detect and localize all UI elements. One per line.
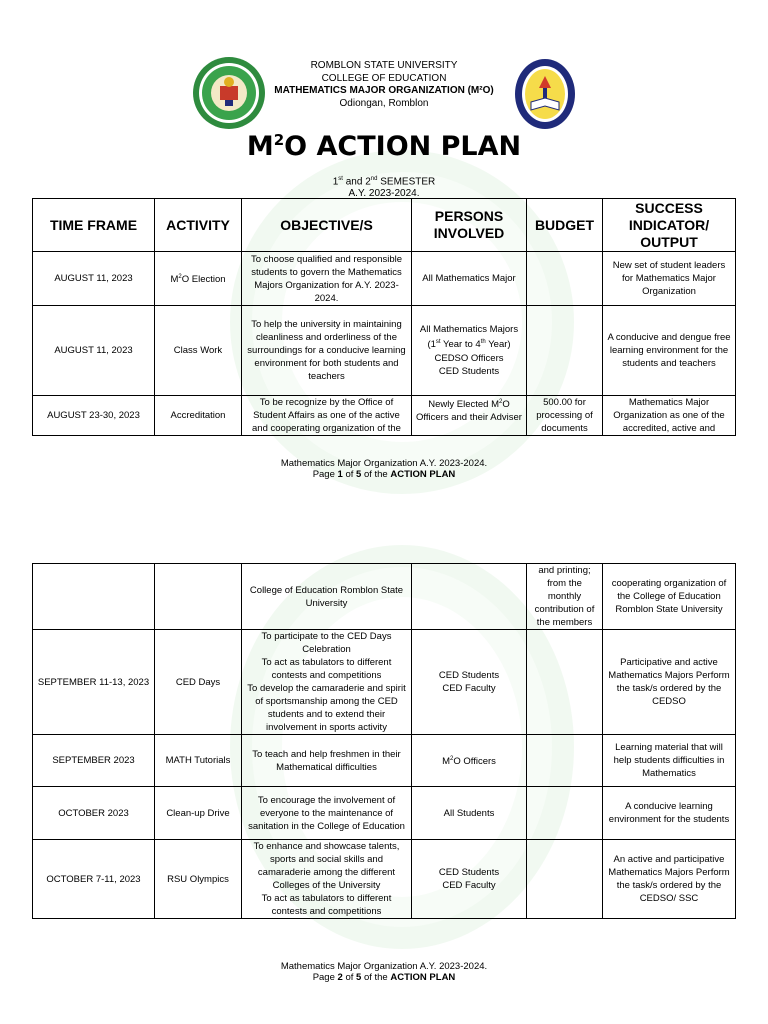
persons-cell xyxy=(412,630,527,735)
header-text-block xyxy=(270,60,498,110)
page-footer xyxy=(0,961,768,983)
persons-line: CEDSO Officers xyxy=(434,352,504,364)
persons-text: Newly Elected M xyxy=(428,399,499,411)
footer-page-line xyxy=(0,469,768,480)
table-row xyxy=(33,306,736,396)
activity-text: M xyxy=(170,274,179,286)
success-cell: Learning material that will help students difficulties in Mathematics xyxy=(603,735,736,787)
persons-text: O Officers xyxy=(453,756,496,768)
activity-sup: 2 xyxy=(178,273,182,280)
table-row xyxy=(33,840,736,919)
objective-cell xyxy=(242,630,412,735)
footer-text: of the xyxy=(361,972,391,983)
objective-line: To act as tabulators to different contests and competitions xyxy=(261,657,392,681)
budget-cell xyxy=(527,630,603,735)
objective-line: To participate to the CED Days Celebration xyxy=(261,631,392,655)
semester-word: SEMESTER xyxy=(377,176,436,188)
footer-text: Page xyxy=(312,469,338,480)
table-row xyxy=(33,630,736,735)
footer-page-number: 2 xyxy=(337,972,343,983)
title-prefix: M xyxy=(246,131,274,162)
persons-line: CED Faculty xyxy=(442,880,496,891)
page-footer xyxy=(0,458,768,480)
persons-text: O Officers and their Adviser xyxy=(416,399,522,424)
time-frame-cell xyxy=(33,564,155,630)
objective-cell: To help the university in maintaining cleanliness and orderliness of the surroundings for a conducive learning environment for both students and teachers xyxy=(242,306,412,396)
persons-cell xyxy=(412,564,527,630)
academic-year: A.Y. 2023-2024. xyxy=(348,188,420,200)
time-frame-cell: AUGUST 23-30, 2023 xyxy=(33,396,155,436)
college-education-logo xyxy=(514,58,576,130)
persons-cell: All Mathematics Major xyxy=(412,252,527,306)
activity-cell: RSU Olympics xyxy=(155,840,242,919)
footer-text: of xyxy=(342,972,357,983)
action-plan-table-page1 xyxy=(32,198,736,436)
semester-second: and 2 xyxy=(342,176,371,188)
table-row xyxy=(33,252,736,306)
persons-sup: st xyxy=(435,339,441,346)
activity-cell: Class Work xyxy=(155,306,242,396)
col-persons-involved: PERSONS INVOLVED xyxy=(412,199,527,252)
time-frame-cell: SEPTEMBER 2023 xyxy=(33,735,155,787)
persons-cell xyxy=(412,396,527,436)
success-cell: A conducive and dengue free learning environment for the students and teachers xyxy=(603,306,736,396)
persons-line: All Mathematics Majors xyxy=(419,324,519,336)
budget-cell xyxy=(527,735,603,787)
university-seal-logo xyxy=(192,56,266,130)
organization-name: MATHEMATICS MAJOR ORGANIZATION (M²O) xyxy=(274,85,494,96)
page-title xyxy=(0,131,768,162)
persons-sup: 2 xyxy=(499,399,503,405)
budget-cell xyxy=(527,787,603,840)
success-cell: cooperating organization of the College of Education Romblon State University xyxy=(603,564,736,630)
persons-line: CED Faculty xyxy=(442,683,496,694)
semester-second-sup: nd xyxy=(370,176,378,182)
objective-line: To enhance and showcase talents, sports and social skills and camaraderie among the different Colleges of the University xyxy=(253,841,400,891)
footer-doc-name: ACTION PLAN xyxy=(390,972,456,983)
persons-line: CED Students xyxy=(438,365,500,377)
table-row xyxy=(33,735,736,787)
persons-cell: All Students xyxy=(412,787,527,840)
time-frame-cell: SEPTEMBER 11-13, 2023 xyxy=(33,630,155,735)
activity-cell xyxy=(155,564,242,630)
activity-cell: CED Days xyxy=(155,630,242,735)
persons-line xyxy=(416,336,522,351)
success-cell: Participative and active Mathematics Majors Perform the task/s ordered by the CEDSO xyxy=(603,630,736,735)
table-row xyxy=(33,564,736,630)
activity-text: O Election xyxy=(181,274,226,286)
footer-org-line: Mathematics Major Organization A.Y. 2023-2024. xyxy=(280,961,488,972)
footer-page-total: 5 xyxy=(356,972,362,983)
objective-cell: To encourage the involvement of everyone to the maintenance of sanitation in the College of Education xyxy=(242,787,412,840)
persons-text: M xyxy=(442,756,450,768)
persons-text: Year) xyxy=(485,339,511,351)
footer-page-line xyxy=(0,972,768,983)
persons-text: (1 xyxy=(427,339,436,351)
semester-line xyxy=(0,173,768,188)
objective-cell xyxy=(242,840,412,919)
objective-cell: To be recognize by the Office of Student Affairs as one of the active and cooperating organization of the xyxy=(242,396,412,436)
persons-sup: th xyxy=(480,339,486,346)
col-objectives: OBJECTIVE/S xyxy=(242,199,412,252)
objective-line: To develop the camaraderie and spirit of sportsmanship among the CED students and to extend their involvement in sports activity xyxy=(247,683,406,733)
persons-line: CED Students xyxy=(438,670,500,681)
action-plan-table-page2 xyxy=(32,563,736,919)
persons-cell xyxy=(412,306,527,396)
footer-text: Page xyxy=(312,972,338,983)
col-success-indicator: SUCCESS INDICATOR/ OUTPUT xyxy=(603,199,736,252)
budget-cell xyxy=(527,306,603,396)
semester-first: 1 xyxy=(332,176,339,188)
persons-sup: 2 xyxy=(449,755,454,762)
college-name: COLLEGE OF EDUCATION xyxy=(321,72,447,84)
time-frame-cell: OCTOBER 7-11, 2023 xyxy=(33,840,155,919)
persons-cell xyxy=(412,840,527,919)
activity-cell: Clean-up Drive xyxy=(155,787,242,840)
budget-cell: 500.00 for processing of documents xyxy=(527,396,603,436)
footer-page-number: 1 xyxy=(337,469,343,480)
persons-text: Year to 4 xyxy=(440,339,481,351)
footer-page-total: 5 xyxy=(356,469,362,480)
footer-text: of xyxy=(342,469,357,480)
objective-cell: College of Education Romblon State University xyxy=(242,564,412,630)
table-row xyxy=(33,787,736,840)
document-header xyxy=(0,56,768,116)
success-cell: A conducive learning environment for the students xyxy=(603,787,736,840)
success-cell: Mathematics Major Organization as one of the accredited, active and xyxy=(603,396,736,436)
semester-info xyxy=(0,173,768,200)
persons-line: CED Students xyxy=(438,867,500,878)
semester-first-sup: st xyxy=(338,176,343,182)
objective-cell: To choose qualified and responsible students to govern the Mathematics Majors Organization for A.Y. 2023-2024. xyxy=(242,252,412,306)
objective-line: To act as tabulators to different contests and competitions xyxy=(261,893,392,917)
activity-cell: MATH Tutorials xyxy=(155,735,242,787)
time-frame-cell: AUGUST 11, 2023 xyxy=(33,252,155,306)
col-activity: ACTIVITY xyxy=(155,199,242,252)
budget-cell xyxy=(527,252,603,306)
budget-cell: and printing; from the monthly contribution of the members xyxy=(527,564,603,630)
university-name: ROMBLON STATE UNIVERSITY xyxy=(310,60,458,71)
objective-cell: To teach and help freshmen in their Mathematical difficulties xyxy=(242,735,412,787)
budget-cell xyxy=(527,840,603,919)
footer-org-line: Mathematics Major Organization A.Y. 2023-2024. xyxy=(280,458,488,469)
activity-cell xyxy=(155,252,242,306)
footer-doc-name: ACTION PLAN xyxy=(390,469,456,480)
title-suffix: O ACTION PLAN xyxy=(284,131,522,162)
success-cell: New set of student leaders for Mathematics Major Organization xyxy=(603,252,736,306)
table-row xyxy=(33,396,736,436)
col-budget: BUDGET xyxy=(527,199,603,252)
title-superscript: 2 xyxy=(273,131,285,149)
location: Odiongan, Romblon xyxy=(339,97,429,109)
success-cell: An active and participative Mathematics Majors Perform the task/s ordered by the CEDSO/ SSC xyxy=(603,840,736,919)
time-frame-cell: OCTOBER 2023 xyxy=(33,787,155,840)
time-frame-cell: AUGUST 11, 2023 xyxy=(33,306,155,396)
persons-cell xyxy=(412,735,527,787)
table-header-row xyxy=(33,199,736,252)
activity-cell: Accreditation xyxy=(155,396,242,436)
footer-text: of the xyxy=(361,469,391,480)
col-time-frame: TIME FRAME xyxy=(33,199,155,252)
